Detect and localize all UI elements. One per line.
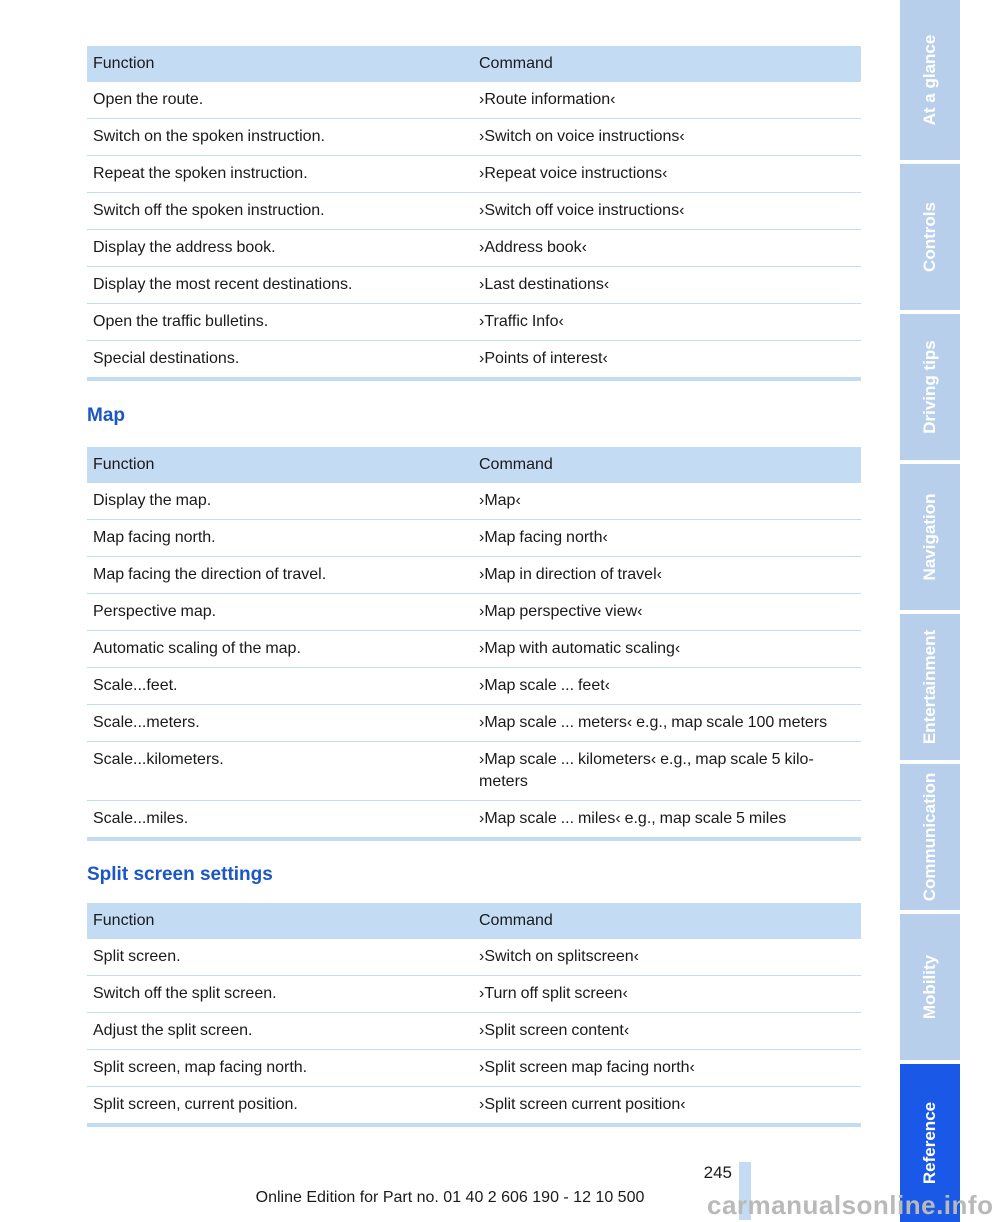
table-row [87,801,861,840]
table-row [87,230,861,267]
table-row [87,976,861,1013]
command-cell: ›Map with automatic scaling‹ [473,631,861,668]
table-header [87,46,861,82]
table-row [87,705,861,742]
table-row [87,594,861,631]
table-row [87,557,861,594]
tab-mobility[interactable] [900,914,960,1060]
function-cell: Display the map. [87,483,473,520]
command-cell: ›Map facing north‹ [473,520,861,557]
tab-controls[interactable] [900,164,960,310]
tab-at-a-glance[interactable] [900,0,960,160]
header-command: Command [473,447,861,483]
function-cell: Map facing the direction of travel. [87,557,473,594]
table-header [87,447,861,483]
table-row [87,267,861,304]
function-cell: Open the traffic bulletins. [87,304,473,341]
function-cell: Map facing north. [87,520,473,557]
tab-label: Entertainment [920,629,939,745]
table-row [87,82,861,119]
table-row [87,631,861,668]
command-cell: ›Split screen current position‹ [473,1087,861,1126]
tab-entertainment[interactable] [900,614,960,760]
function-cell: Switch off the spoken instruction. [87,193,473,230]
commands-table-navigation [87,46,861,381]
function-cell: Switch off the split screen. [87,976,473,1013]
tab-label: Mobility [920,954,939,1020]
tab-label: Reference [920,1101,939,1185]
header-command: Command [473,903,861,939]
table-row [87,939,861,976]
command-cell: ›Split screen map facing north‹ [473,1050,861,1087]
table-row [87,483,861,520]
section-title-split-screen: Split screen settings [87,864,273,885]
command-cell: ›Map scale ... feet‹ [473,668,861,705]
header-function: Function [87,903,473,939]
function-cell: Split screen, map facing north. [87,1050,473,1087]
table-row [87,1013,861,1050]
command-cell: ›Map perspective view‹ [473,594,861,631]
function-cell: Perspective map. [87,594,473,631]
table-row [87,742,861,801]
tab-label: At a glance [920,34,939,126]
function-cell: Scale...meters. [87,705,473,742]
command-cell: ›Map scale ... meters‹ e.g., map scale 100 meters [473,705,861,742]
table-row [87,304,861,341]
function-cell: Open the route. [87,82,473,119]
watermark: carmanualsonline.info [707,1190,993,1220]
table-row [87,119,861,156]
command-cell: ›Switch on voice instructions‹ [473,119,861,156]
command-cell: ›Switch on splitscreen‹ [473,939,861,976]
table-row [87,156,861,193]
command-cell: ›Map scale ... miles‹ e.g., map scale 5 miles [473,801,861,840]
function-cell: Split screen. [87,939,473,976]
table-row [87,520,861,557]
command-cell: ›Split screen content‹ [473,1013,861,1050]
tab-driving-tips[interactable] [900,314,960,460]
function-cell: Scale...feet. [87,668,473,705]
command-cell: ›Repeat voice instructions‹ [473,156,861,193]
function-cell: Automatic scaling of the map. [87,631,473,668]
command-cell: ›Map in direction of travel‹ [473,557,861,594]
chapter-tabs [900,0,960,1222]
function-cell: Split screen, current position. [87,1087,473,1126]
function-cell: Repeat the spoken instruction. [87,156,473,193]
section-title-map: Map [87,405,125,426]
table-row [87,1050,861,1087]
table-row [87,1087,861,1126]
header-function: Function [87,46,473,82]
command-cell: ›Points of interest‹ [473,341,861,380]
function-cell: Adjust the split screen. [87,1013,473,1050]
function-cell: Scale...kilometers. [87,742,473,801]
function-cell: Special destinations. [87,341,473,380]
table-row [87,668,861,705]
table-header [87,903,861,939]
header-function: Function [87,447,473,483]
command-cell: ›Route information‹ [473,82,861,119]
table-row [87,341,861,380]
command-cell: ›Map‹ [473,483,861,520]
page-content [87,46,861,1127]
command-cell: ›Switch off voice instructions‹ [473,193,861,230]
page-number: 245 [703,1163,732,1182]
function-cell: Scale...miles. [87,801,473,840]
commands-table-map [87,447,861,841]
footer-text: Online Edition for Part no. 01 40 2 606 190 - 12 10 500 [255,1189,645,1206]
command-cell: ›Map scale ... kilometers‹ e.g., map scale 5 kilo‐ meters [473,742,861,801]
command-cell: ›Last destinations‹ [473,267,861,304]
function-cell: Display the most recent destinations. [87,267,473,304]
command-cell: ›Turn off split screen‹ [473,976,861,1013]
tab-label: Navigation [920,493,939,581]
tab-label: Communication [920,772,939,902]
tab-label: Driving tips [920,340,939,434]
tab-label: Controls [920,202,939,272]
commands-table-split-screen [87,903,861,1127]
command-cell: ›Traffic Info‹ [473,304,861,341]
command-cell: ›Address book‹ [473,230,861,267]
table-row [87,193,861,230]
tab-navigation[interactable] [900,464,960,610]
header-command: Command [473,46,861,82]
function-cell: Display the address book. [87,230,473,267]
function-cell: Switch on the spoken instruction. [87,119,473,156]
tab-communication[interactable] [900,764,960,910]
